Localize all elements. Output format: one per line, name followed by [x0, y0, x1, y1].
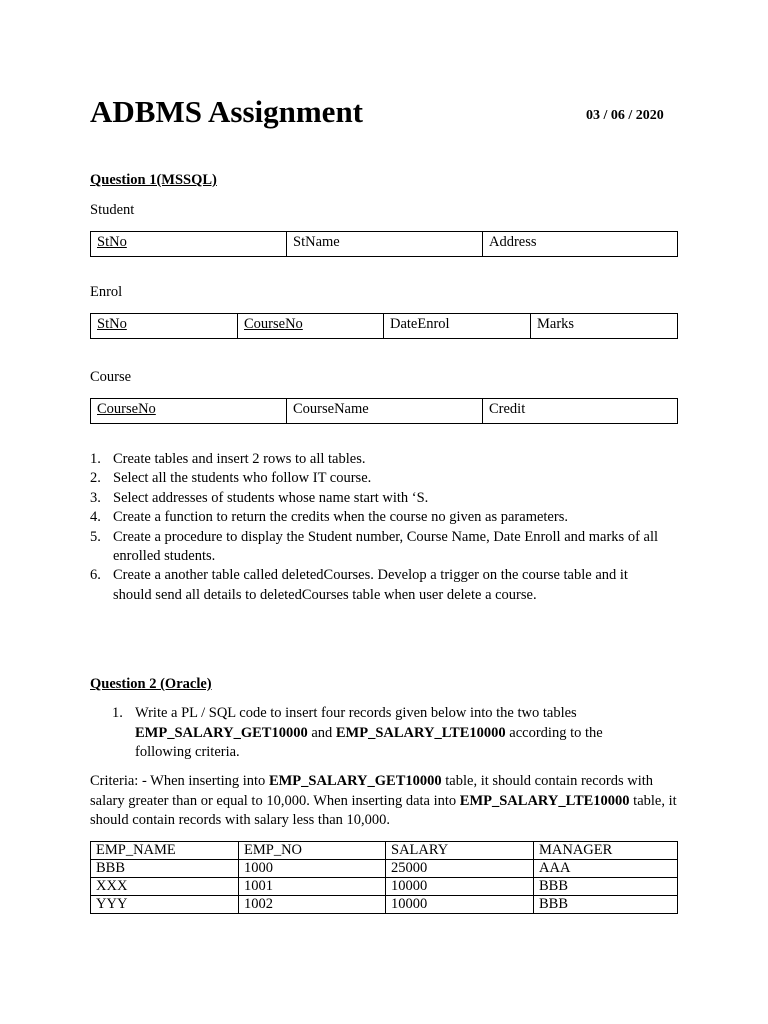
course-table-label: Course — [90, 369, 132, 385]
enrol-col-courseno: CourseNo — [244, 316, 303, 332]
question-1-list — [90, 450, 670, 605]
student-col-stno: StNo — [97, 234, 127, 250]
employee-data-table — [90, 841, 678, 914]
course-schema-table — [90, 398, 678, 424]
enrol-col-stno: StNo — [97, 316, 127, 332]
enrol-col-dateenrol: DateEnrol — [384, 314, 531, 339]
question-2-item: 1. Write a PL / SQL code to insert four records given below into the two tables EMP_SALARY_GET10000 and EMP_SALARY_LTE10000 according to the following criteria. — [112, 705, 603, 760]
list-item: 5. Create a procedure to display the Student number, Course Name, Date Enroll and marks of all enrolled students. — [90, 528, 659, 565]
course-col-credit: Credit — [483, 399, 678, 424]
table-name-lte: EMP_SALARY_LTE10000 — [335, 724, 506, 741]
list-item: 2. Select all the students who follow IT course. — [90, 470, 372, 487]
question-2-item-number: 1. — [112, 705, 123, 721]
student-col-stname: StName — [287, 232, 483, 257]
student-col-address: Address — [483, 232, 678, 257]
table-name-get: EMP_SALARY_GET10000 — [135, 724, 308, 741]
list-item: 6. Create a another table called deletedCourses. Develop a trigger on the course table and it should send all details to deletedCourses table when user delete a course. — [90, 567, 628, 603]
table-row: BBB 1000 25000 AAA — [91, 860, 678, 878]
student-table-label: Student — [90, 202, 135, 218]
document-date: 03 / 06 / 2020 — [586, 108, 664, 123]
table-row: XXX 1001 10000 BBB — [91, 878, 678, 896]
enrol-col-marks: Marks — [531, 314, 678, 339]
table-header-row: EMP_NAME EMP_NO SALARY MANAGER — [91, 842, 678, 860]
course-col-courseno: CourseNo — [97, 401, 156, 417]
course-col-coursename: CourseName — [287, 399, 483, 424]
criteria-paragraph: Criteria: - When inserting into EMP_SALARY_GET10000 table, it should contain records with salary greater than or equal to 10,000. When inserting data into EMP_SALARY_LTE10000 table, it should contain records with salary less than 10,000. — [90, 773, 677, 828]
enrol-table-label: Enrol — [90, 284, 123, 300]
list-item: 4. Create a function to return the credits when the course no given as parameters. — [90, 509, 568, 526]
document-title: ADBMS Assignment — [90, 94, 364, 129]
question-1-heading: Question 1(MSSQL) — [90, 172, 217, 188]
table-row: YYY 1002 10000 BBB — [91, 896, 678, 914]
list-item: 3. Select addresses of students whose name start with ‘S. — [90, 489, 429, 506]
enrol-schema-table — [90, 313, 678, 339]
student-schema-table — [90, 231, 678, 257]
list-item: 1. Create tables and insert 2 rows to all tables. — [90, 451, 366, 467]
question-2-heading: Question 2 (Oracle) — [90, 676, 212, 692]
